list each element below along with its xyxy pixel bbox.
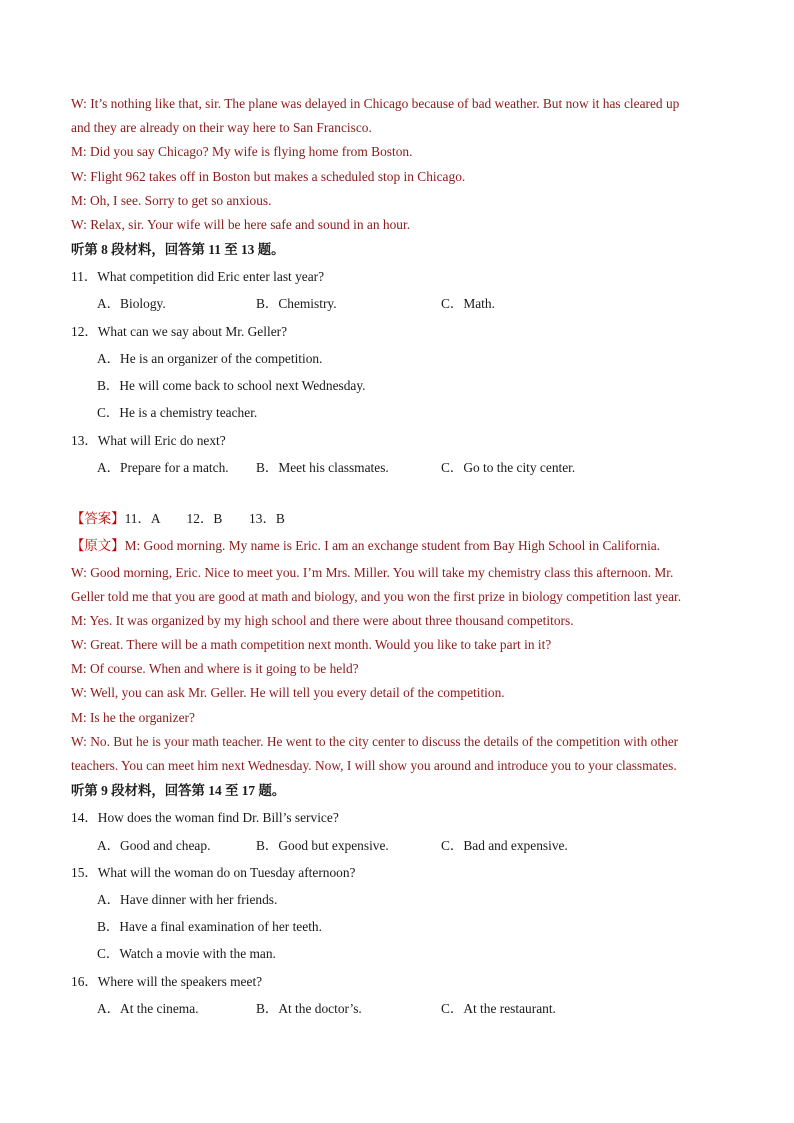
option-b: B．Chemistry.	[256, 296, 337, 311]
question-stem: 15．What will the woman do on Tuesday afternoon?	[71, 865, 356, 880]
original-line: W: Good morning, Eric. Nice to meet you. I’m Mrs. Miller. You will take my chemistry class this afternoon. Mr.	[71, 565, 674, 580]
original-line: Geller told me that you are good at math and biology, and you won the first prize in biology competition last year.	[71, 589, 682, 604]
section-heading: 听第 9 段材料，回答第 14 至 17 题。	[71, 783, 286, 798]
option-b: B．Meet his classmates.	[256, 460, 389, 475]
original-line: teachers. You can meet him next Wednesday. Now, I will show you around and introduce you to your classmates.	[71, 758, 677, 773]
original-line: W: Well, you can ask Mr. Geller. He will tell you every detail of the competition.	[71, 685, 505, 700]
option-c: C．Go to the city center.	[441, 460, 576, 475]
option-c: C．Bad and expensive.	[441, 838, 568, 853]
original-tag: 【原文】	[71, 538, 125, 553]
question-stem: 12．What can we say about Mr. Geller?	[71, 324, 288, 339]
option-b: B．He will come back to school next Wednesday.	[97, 378, 366, 393]
option-a: A．He is an organizer of the competition.	[97, 351, 323, 366]
transcript-line: M: Did you say Chicago? My wife is flying home from Boston.	[71, 144, 413, 159]
option-a: A．Good and cheap.	[97, 838, 211, 853]
original-first-line	[71, 537, 731, 555]
option-c: C．Watch a movie with the man.	[97, 946, 276, 961]
transcript-line: W: It’s nothing like that, sir. The plane was delayed in Chicago because of bad weather. But now it has cleared up	[71, 96, 680, 111]
option-a: A．Prepare for a match.	[97, 460, 229, 475]
question-stem: 16．Where will the speakers meet?	[71, 974, 263, 989]
question-stem: 11．What competition did Eric enter last year?	[71, 269, 325, 284]
original-text: M: Good morning. My name is Eric. I am an exchange student from Bay High School in California.	[124, 538, 661, 553]
answer-tag: 【答案】	[71, 511, 125, 526]
option-c: C．At the restaurant.	[441, 1001, 556, 1016]
option-c: C．Math.	[441, 296, 495, 311]
option-c: C．He is a chemistry teacher.	[97, 405, 258, 420]
original-line: M: Of course. When and where is it going to be held?	[71, 661, 359, 676]
transcript-line: W: Relax, sir. Your wife will be here safe and sound in an hour.	[71, 217, 411, 232]
original-line: W: Great. There will be a math competition next month. Would you like to take part in it?	[71, 637, 552, 652]
question-stem: 13．What will Eric do next?	[71, 433, 226, 448]
option-b: B．Have a final examination of her teeth.	[97, 919, 322, 934]
transcript-line: M: Oh, I see. Sorry to get so anxious.	[71, 193, 272, 208]
answer-text: 11．A 12．B 13．B	[124, 511, 285, 526]
original-line: M: Is he the organizer?	[71, 710, 195, 725]
option-a: A．At the cinema.	[97, 1001, 199, 1016]
option-a: A．Biology.	[97, 296, 166, 311]
transcript-line: and they are already on their way here to San Francisco.	[71, 120, 372, 135]
option-a: A．Have dinner with her friends.	[97, 892, 278, 907]
option-b: B．At the doctor’s.	[256, 1001, 362, 1016]
answer-line	[71, 510, 731, 528]
original-line: W: No. But he is your math teacher. He went to the city center to discuss the details of the competition with other	[71, 734, 679, 749]
transcript-line: W: Flight 962 takes off in Boston but makes a scheduled stop in Chicago.	[71, 169, 466, 184]
option-b: B．Good but expensive.	[256, 838, 389, 853]
section-heading: 听第 8 段材料，回答第 11 至 13 题。	[71, 242, 285, 257]
question-stem: 14．How does the woman find Dr. Bill’s service?	[71, 810, 339, 825]
original-line: M: Yes. It was organized by my high school and there were about three thousand competitors.	[71, 613, 574, 628]
